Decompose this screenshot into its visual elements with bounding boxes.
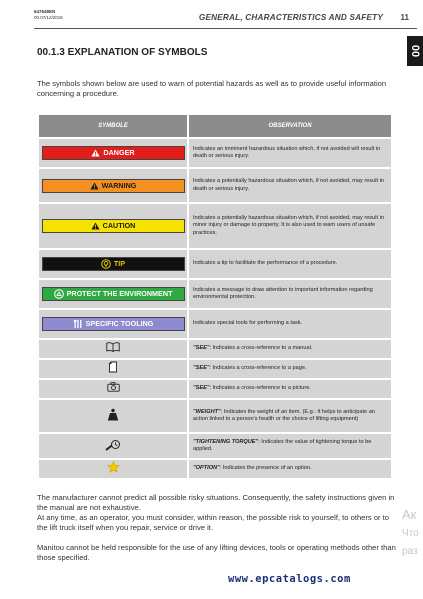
watermark: www.epcatalogs.com — [228, 573, 351, 585]
table-row — [39, 204, 391, 248]
hazard-triangle-icon — [90, 182, 99, 190]
table-row — [39, 400, 391, 432]
lightbulb-icon — [101, 259, 111, 269]
symbol-cell — [39, 139, 187, 167]
observation-cell — [189, 340, 391, 358]
table-header-row — [39, 115, 391, 137]
hazard-triangle-icon — [91, 222, 100, 230]
paragraph: The manufacturer cannot predict all possible risky situations. Consequently, the safety instructions given in the manual are not exhaustive. — [37, 493, 395, 512]
hazard-triangle-icon — [91, 149, 100, 157]
tip-label: TIP — [113, 259, 126, 269]
caution-label: CAUTION — [102, 221, 136, 231]
symbol-cell — [39, 310, 187, 338]
overlay-line: Ак — [402, 507, 417, 522]
table-row — [39, 139, 391, 167]
symbol-cell — [39, 250, 187, 278]
symbol-cell — [39, 360, 187, 378]
observation-cell: Indicates a message to draw attention to important information regarding environmental protection. — [189, 280, 391, 308]
observation-cell: Indicates a tip to facilitate the performance of a procedure. — [189, 250, 391, 278]
table-row — [39, 169, 391, 202]
symbol-cell — [39, 434, 187, 458]
table-row — [39, 360, 391, 378]
weight-icon — [107, 408, 119, 421]
document-code — [34, 9, 63, 21]
tip-badge — [42, 257, 185, 271]
observation-cell — [189, 400, 391, 432]
header-divider — [34, 28, 417, 29]
intro-paragraph: The symbols shown below are used to warn of potential hazards as well as to provide useful information concerning a procedure. — [37, 79, 387, 98]
see-term: "SEE" — [193, 345, 210, 352]
table-row — [39, 460, 391, 478]
symbol-cell — [39, 280, 187, 308]
specific-tooling-label: SPECIFIC TOOLING — [85, 319, 154, 329]
observation-cell — [189, 460, 391, 478]
weight-term: "WEIGHT" — [193, 408, 221, 415]
warning-label: WARNING — [101, 180, 137, 190]
symbol-cell — [39, 204, 187, 248]
symbol-cell — [39, 380, 187, 398]
observation-text: : Indicates the value of tightening torque to be applied. — [193, 438, 372, 452]
camera-icon — [107, 382, 120, 392]
observation-cell: Indicates a potentially hazardous situation which, if not avoided, may result in death or serious injury. — [189, 169, 391, 202]
closing-paragraphs — [37, 493, 397, 563]
symbol-cell — [39, 460, 187, 478]
tools-icon — [73, 319, 83, 329]
paragraph: Manitou cannot be held responsible for the use of any lifting devices, tools or operating methods other than those specified. — [37, 543, 396, 562]
date-code: 00.07/12/2018 — [34, 15, 63, 20]
section-header-title: GENERAL, CHARACTERISTICS AND SAFETY — [198, 13, 383, 22]
activation-overlay — [402, 505, 419, 561]
star-icon — [107, 461, 120, 473]
caution-badge — [42, 219, 185, 233]
symbol-cell — [39, 400, 187, 432]
symbol-cell — [39, 169, 187, 202]
column-header-symbol: SYMBOLE — [39, 115, 187, 137]
observation-text: : Indicates a cross-reference to a manual. — [209, 345, 313, 352]
specific-tooling-badge — [42, 317, 185, 331]
chapter-tab-label: 00 — [409, 44, 421, 58]
observation-text: : Indicates a cross-reference to a page. — [209, 365, 307, 372]
observation-text: : Indicates the weight of an item. (E.g.: It helps to anticipate an action linked to a person's health or the choice of lifting equipment) — [193, 408, 375, 422]
observation-cell: Indicates a potentially hazardous situation which, if not avoided, may result in minor injury or damage to property. It is also used to warn users of unsafe practices. — [189, 204, 391, 248]
symbols-table — [37, 113, 393, 480]
danger-badge — [42, 146, 185, 160]
recycle-icon — [54, 289, 64, 299]
table-row — [39, 250, 391, 278]
tightening-torque-term: "TIGHTENING TORQUE" — [193, 438, 259, 445]
column-header-observation: OBSERVATION — [189, 115, 391, 137]
open-book-icon — [106, 342, 120, 352]
observation-cell — [189, 434, 391, 458]
overlay-line: Что — [402, 528, 419, 539]
symbol-cell — [39, 340, 187, 358]
see-term: "SEE" — [193, 385, 210, 392]
see-term: "SEE" — [193, 365, 210, 372]
environment-badge — [42, 287, 185, 301]
table-row — [39, 310, 391, 338]
observation-cell — [189, 380, 391, 398]
model-code: 647648EN — [34, 9, 56, 14]
table-row — [39, 280, 391, 308]
option-term: "OPTION" — [193, 465, 220, 472]
table-row — [39, 340, 391, 358]
page-icon — [108, 361, 118, 373]
observation-cell: Indicates an imminent hazardous situation which, if not avoided will result in death or serious injury. — [189, 139, 391, 167]
table-row — [39, 434, 391, 458]
paragraph: At any time, as an operator, you must consider, within reason, the possible risk to yourself, to others or to the lift truck itself when you repair, service or drive it. — [37, 513, 390, 532]
observation-cell: Indicates special tools for performing a task. — [189, 310, 391, 338]
danger-label: DANGER — [103, 148, 135, 158]
observation-text: : Indicates a cross-reference to a picture. — [209, 385, 311, 392]
observation-cell — [189, 360, 391, 378]
table-row — [39, 380, 391, 398]
chapter-tab — [407, 36, 423, 66]
warning-badge — [42, 179, 185, 193]
torque-wrench-icon — [105, 438, 121, 451]
observation-text: : Indicates the presence of an option. — [219, 465, 312, 472]
section-title: 00.1.3 EXPLANATION OF SYMBOLS — [37, 47, 208, 58]
overlay-line: раз — [402, 546, 418, 557]
environment-label: PROTECT THE ENVIRONMENT — [66, 289, 173, 299]
page-number: 11 — [400, 13, 409, 22]
